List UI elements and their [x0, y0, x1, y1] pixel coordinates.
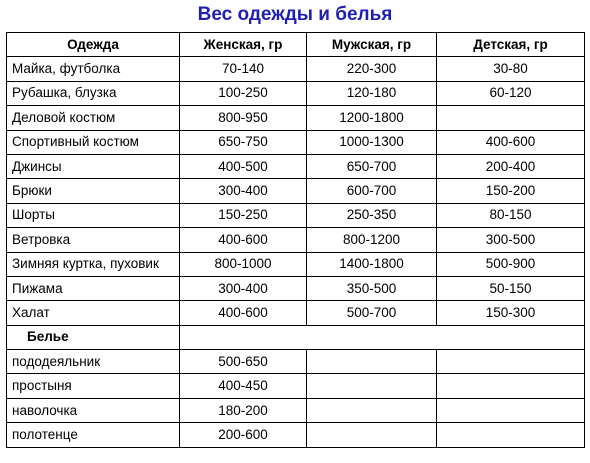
clothing-weight-table — [6, 32, 585, 448]
female-weight: 150-250 — [180, 203, 307, 227]
male-weight: 650-700 — [307, 154, 437, 178]
item-name: Деловой костюм — [7, 106, 180, 130]
table-row — [7, 301, 585, 325]
header-clothing: Одежда — [7, 33, 180, 57]
item-name: Брюки — [7, 179, 180, 203]
table-row — [7, 179, 585, 203]
female-weight: 650-750 — [180, 130, 307, 154]
table-row — [7, 81, 585, 105]
table-row — [7, 228, 585, 252]
linen-rows — [7, 325, 585, 447]
male-weight: 500-700 — [307, 301, 437, 325]
female-weight: 800-950 — [180, 106, 307, 130]
table-row — [7, 350, 585, 374]
child-weight: 60-120 — [437, 81, 585, 105]
table-header-row — [7, 33, 585, 57]
linen-section-label: Белье — [7, 325, 180, 349]
header-male: Мужская, гр — [307, 33, 437, 57]
item-name: Джинсы — [7, 154, 180, 178]
male-weight: 1000-1300 — [307, 130, 437, 154]
female-weight: 70-140 — [180, 57, 307, 81]
linen-item-name: пододеяльник — [7, 350, 180, 374]
item-name: Зимняя куртка, пуховик — [7, 252, 180, 276]
item-name: Шорты — [7, 203, 180, 227]
child-weight: 150-300 — [437, 301, 585, 325]
empty-cell — [437, 398, 585, 422]
item-name: Спортивный костюм — [7, 130, 180, 154]
empty-cell — [307, 350, 437, 374]
linen-item-name: простыня — [7, 374, 180, 398]
table-row — [7, 252, 585, 276]
linen-weight: 500-650 — [180, 350, 307, 374]
table-row — [7, 276, 585, 300]
male-weight: 220-300 — [307, 57, 437, 81]
child-weight: 50-150 — [437, 276, 585, 300]
female-weight: 800-1000 — [180, 252, 307, 276]
child-weight: 150-200 — [437, 179, 585, 203]
male-weight: 250-350 — [307, 203, 437, 227]
linen-section-empty — [180, 325, 585, 349]
child-weight: 400-600 — [437, 130, 585, 154]
table-row — [7, 154, 585, 178]
child-weight: 30-80 — [437, 57, 585, 81]
table-row — [7, 57, 585, 81]
item-name: Халат — [7, 301, 180, 325]
female-weight: 400-600 — [180, 301, 307, 325]
female-weight: 300-400 — [180, 179, 307, 203]
empty-cell — [307, 423, 437, 447]
linen-weight: 180-200 — [180, 398, 307, 422]
linen-item-name: полотенце — [7, 423, 180, 447]
linen-section-row — [7, 325, 585, 349]
empty-cell — [307, 374, 437, 398]
male-weight: 120-180 — [307, 81, 437, 105]
empty-cell — [437, 374, 585, 398]
female-weight: 100-250 — [180, 81, 307, 105]
male-weight: 1400-1800 — [307, 252, 437, 276]
item-name: Майка, футболка — [7, 57, 180, 81]
header-child: Детская, гр — [437, 33, 585, 57]
clothing-rows — [7, 57, 585, 325]
female-weight: 400-600 — [180, 228, 307, 252]
child-weight: 500-900 — [437, 252, 585, 276]
item-name: Пижама — [7, 276, 180, 300]
female-weight: 300-400 — [180, 276, 307, 300]
table-row — [7, 423, 585, 447]
table-row — [7, 203, 585, 227]
empty-cell — [307, 398, 437, 422]
linen-item-name: наволочка — [7, 398, 180, 422]
empty-cell — [437, 350, 585, 374]
table-row — [7, 374, 585, 398]
table-row — [7, 398, 585, 422]
item-name: Рубашка, блузка — [7, 81, 180, 105]
item-name: Ветровка — [7, 228, 180, 252]
male-weight: 600-700 — [307, 179, 437, 203]
child-weight — [437, 106, 585, 130]
male-weight: 1200-1800 — [307, 106, 437, 130]
child-weight: 80-150 — [437, 203, 585, 227]
page-title: Вес одежды и белья — [197, 4, 393, 25]
empty-cell — [437, 423, 585, 447]
linen-weight: 400-450 — [180, 374, 307, 398]
male-weight: 800-1200 — [307, 228, 437, 252]
female-weight: 400-500 — [180, 154, 307, 178]
header-female: Женская, гр — [180, 33, 307, 57]
table-row — [7, 130, 585, 154]
child-weight: 200-400 — [437, 154, 585, 178]
linen-weight: 200-600 — [180, 423, 307, 447]
child-weight: 300-500 — [437, 228, 585, 252]
male-weight: 350-500 — [307, 276, 437, 300]
table-row — [7, 106, 585, 130]
